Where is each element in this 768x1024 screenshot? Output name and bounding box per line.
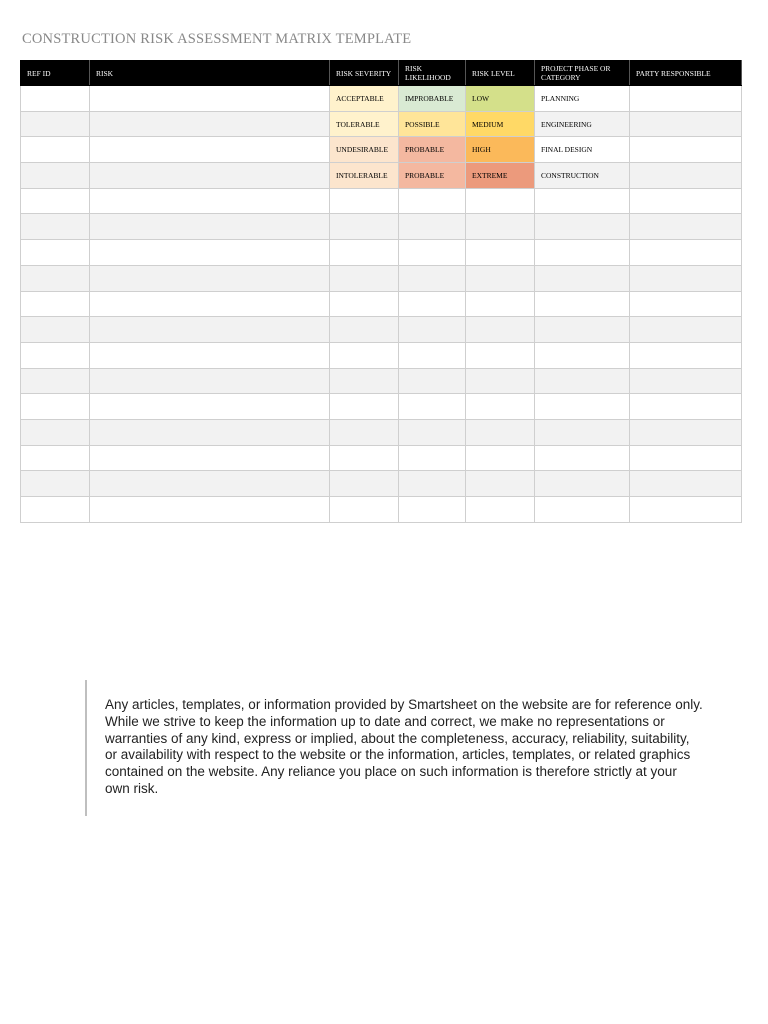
risk-level-cell[interactable] (466, 240, 535, 266)
risk-cell[interactable] (90, 497, 330, 523)
ref-id-cell[interactable] (21, 317, 90, 343)
risk-severity-cell[interactable] (330, 214, 399, 240)
risk-cell[interactable] (90, 137, 330, 163)
table-row (21, 497, 742, 523)
risk-level-cell[interactable] (466, 291, 535, 317)
header-ref-id: REF ID (21, 61, 90, 86)
risk-cell[interactable] (90, 445, 330, 471)
table-row (21, 111, 742, 137)
risk-severity-cell[interactable] (330, 317, 399, 343)
risk-severity-cell[interactable]: INTOLERABLE (330, 163, 399, 189)
page-title: CONSTRUCTION RISK ASSESSMENT MATRIX TEMPLATE (22, 31, 412, 47)
party-responsible-cell[interactable] (630, 471, 742, 497)
risk-cell[interactable] (90, 368, 330, 394)
ref-id-cell[interactable] (21, 419, 90, 445)
risk-likelihood-cell[interactable]: PROBABLE (399, 163, 466, 189)
party-responsible-cell[interactable] (630, 445, 742, 471)
project-phase-cell[interactable] (535, 240, 630, 266)
ref-id-cell[interactable] (21, 111, 90, 137)
table-row (21, 471, 742, 497)
risk-severity-cell[interactable] (330, 342, 399, 368)
party-responsible-cell[interactable] (630, 342, 742, 368)
risk-cell[interactable] (90, 188, 330, 214)
table-row (21, 137, 742, 163)
risk-cell[interactable] (90, 291, 330, 317)
risk-level-cell[interactable] (466, 317, 535, 343)
risk-level-cell[interactable] (466, 419, 535, 445)
party-responsible-cell[interactable] (630, 394, 742, 420)
risk-cell[interactable] (90, 471, 330, 497)
ref-id-cell[interactable] (21, 445, 90, 471)
risk-cell[interactable] (90, 265, 330, 291)
risk-level-cell[interactable] (466, 214, 535, 240)
risk-severity-cell[interactable] (330, 471, 399, 497)
project-phase-cell[interactable] (535, 188, 630, 214)
header-project-phase: PROJECT PHASE OR CATEGORY (535, 61, 630, 86)
table-row (21, 188, 742, 214)
risk-severity-cell[interactable] (330, 419, 399, 445)
project-phase-cell[interactable] (535, 342, 630, 368)
ref-id-cell[interactable] (21, 342, 90, 368)
party-responsible-cell[interactable] (630, 86, 742, 112)
risk-likelihood-cell[interactable]: POSSIBLE (399, 111, 466, 137)
table-row (21, 214, 742, 240)
risk-level-cell[interactable] (466, 471, 535, 497)
project-phase-cell[interactable] (535, 214, 630, 240)
risk-cell[interactable] (90, 419, 330, 445)
risk-level-cell[interactable] (466, 445, 535, 471)
risk-likelihood-cell[interactable] (399, 265, 466, 291)
risk-cell[interactable] (90, 317, 330, 343)
ref-id-cell[interactable] (21, 137, 90, 163)
project-phase-cell[interactable] (535, 394, 630, 420)
risk-level-cell[interactable]: EXTREME (466, 163, 535, 189)
risk-likelihood-cell[interactable]: IMPROBABLE (399, 86, 466, 112)
project-phase-cell[interactable]: CONSTRUCTION (535, 163, 630, 189)
risk-cell[interactable] (90, 394, 330, 420)
party-responsible-cell[interactable] (630, 291, 742, 317)
header-party-responsible: PARTY RESPONSIBLE (630, 61, 742, 86)
ref-id-cell[interactable] (21, 240, 90, 266)
project-phase-cell[interactable] (535, 419, 630, 445)
party-responsible-cell[interactable] (630, 137, 742, 163)
party-responsible-cell[interactable] (630, 188, 742, 214)
ref-id-cell[interactable] (21, 394, 90, 420)
project-phase-cell[interactable]: ENGINEERING (535, 111, 630, 137)
table-row (21, 368, 742, 394)
risk-likelihood-cell[interactable] (399, 419, 466, 445)
project-phase-cell[interactable] (535, 497, 630, 523)
party-responsible-cell[interactable] (630, 497, 742, 523)
risk-likelihood-cell[interactable] (399, 342, 466, 368)
table-row (21, 342, 742, 368)
risk-level-cell[interactable] (466, 368, 535, 394)
project-phase-cell[interactable] (535, 291, 630, 317)
risk-level-cell[interactable]: HIGH (466, 137, 535, 163)
risk-severity-cell[interactable]: ACCEPTABLE (330, 86, 399, 112)
disclaimer-text: Any articles, templates, or information provided by Smartsheet on the website are for reference only. While we strive to keep the information up to date and correct, we make no representations or warranties of any kind, express or implied, about the completeness, accuracy, reliability, suitability, or availability with respect to the website or the information, articles, templates, or related graphics contained on the website. Any reliance you place on such information is therefore strictly at your own risk. (85, 680, 705, 816)
project-phase-cell[interactable] (535, 471, 630, 497)
risk-likelihood-cell[interactable] (399, 188, 466, 214)
project-phase-cell[interactable] (535, 368, 630, 394)
risk-likelihood-cell[interactable] (399, 291, 466, 317)
project-phase-cell[interactable] (535, 265, 630, 291)
project-phase-cell[interactable]: PLANNING (535, 86, 630, 112)
table-row (21, 445, 742, 471)
risk-level-cell[interactable] (466, 265, 535, 291)
risk-likelihood-cell[interactable] (399, 368, 466, 394)
project-phase-cell[interactable] (535, 445, 630, 471)
table-header-row (21, 61, 742, 86)
risk-severity-cell[interactable]: TOLERABLE (330, 111, 399, 137)
party-responsible-cell[interactable] (630, 265, 742, 291)
ref-id-cell[interactable] (21, 188, 90, 214)
risk-cell[interactable] (90, 163, 330, 189)
header-risk-severity: RISK SEVERITY (330, 61, 399, 86)
ref-id-cell[interactable] (21, 163, 90, 189)
ref-id-cell[interactable] (21, 265, 90, 291)
risk-cell[interactable] (90, 111, 330, 137)
risk-severity-cell[interactable] (330, 497, 399, 523)
risk-level-cell[interactable]: LOW (466, 86, 535, 112)
risk-severity-cell[interactable] (330, 265, 399, 291)
risk-likelihood-cell[interactable] (399, 471, 466, 497)
table-row (21, 291, 742, 317)
risk-level-cell[interactable] (466, 342, 535, 368)
risk-cell[interactable] (90, 342, 330, 368)
risk-level-cell[interactable] (466, 394, 535, 420)
risk-likelihood-cell[interactable] (399, 317, 466, 343)
table-row (21, 419, 742, 445)
table-row (21, 265, 742, 291)
header-risk: RISK (90, 61, 330, 86)
risk-likelihood-cell[interactable] (399, 214, 466, 240)
ref-id-cell[interactable] (21, 291, 90, 317)
risk-level-cell[interactable]: MEDIUM (466, 111, 535, 137)
party-responsible-cell[interactable] (630, 214, 742, 240)
risk-severity-cell[interactable] (330, 445, 399, 471)
risk-likelihood-cell[interactable] (399, 497, 466, 523)
table-row (21, 86, 742, 112)
risk-level-cell[interactable] (466, 188, 535, 214)
ref-id-cell[interactable] (21, 497, 90, 523)
table-row (21, 240, 742, 266)
ref-id-cell[interactable] (21, 471, 90, 497)
risk-likelihood-cell[interactable] (399, 394, 466, 420)
ref-id-cell[interactable] (21, 86, 90, 112)
risk-cell[interactable] (90, 86, 330, 112)
risk-matrix-table (20, 60, 742, 523)
project-phase-cell[interactable] (535, 317, 630, 343)
risk-severity-cell[interactable] (330, 368, 399, 394)
risk-cell[interactable] (90, 240, 330, 266)
risk-severity-cell[interactable] (330, 394, 399, 420)
table-row (21, 163, 742, 189)
party-responsible-cell[interactable] (630, 317, 742, 343)
party-responsible-cell[interactable] (630, 111, 742, 137)
risk-likelihood-cell[interactable] (399, 240, 466, 266)
header-risk-level: RISK LEVEL (466, 61, 535, 86)
risk-cell[interactable] (90, 214, 330, 240)
table-row (21, 394, 742, 420)
party-responsible-cell[interactable] (630, 240, 742, 266)
risk-severity-cell[interactable] (330, 188, 399, 214)
risk-severity-cell[interactable]: UNDESIRABLE (330, 137, 399, 163)
party-responsible-cell[interactable] (630, 368, 742, 394)
party-responsible-cell[interactable] (630, 419, 742, 445)
ref-id-cell[interactable] (21, 214, 90, 240)
risk-severity-cell[interactable] (330, 240, 399, 266)
party-responsible-cell[interactable] (630, 163, 742, 189)
risk-likelihood-cell[interactable] (399, 445, 466, 471)
header-risk-likelihood: RISK LIKELIHOOD (399, 61, 466, 86)
risk-likelihood-cell[interactable]: PROBABLE (399, 137, 466, 163)
risk-severity-cell[interactable] (330, 291, 399, 317)
table-row (21, 317, 742, 343)
risk-level-cell[interactable] (466, 497, 535, 523)
ref-id-cell[interactable] (21, 368, 90, 394)
project-phase-cell[interactable]: FINAL DESIGN (535, 137, 630, 163)
